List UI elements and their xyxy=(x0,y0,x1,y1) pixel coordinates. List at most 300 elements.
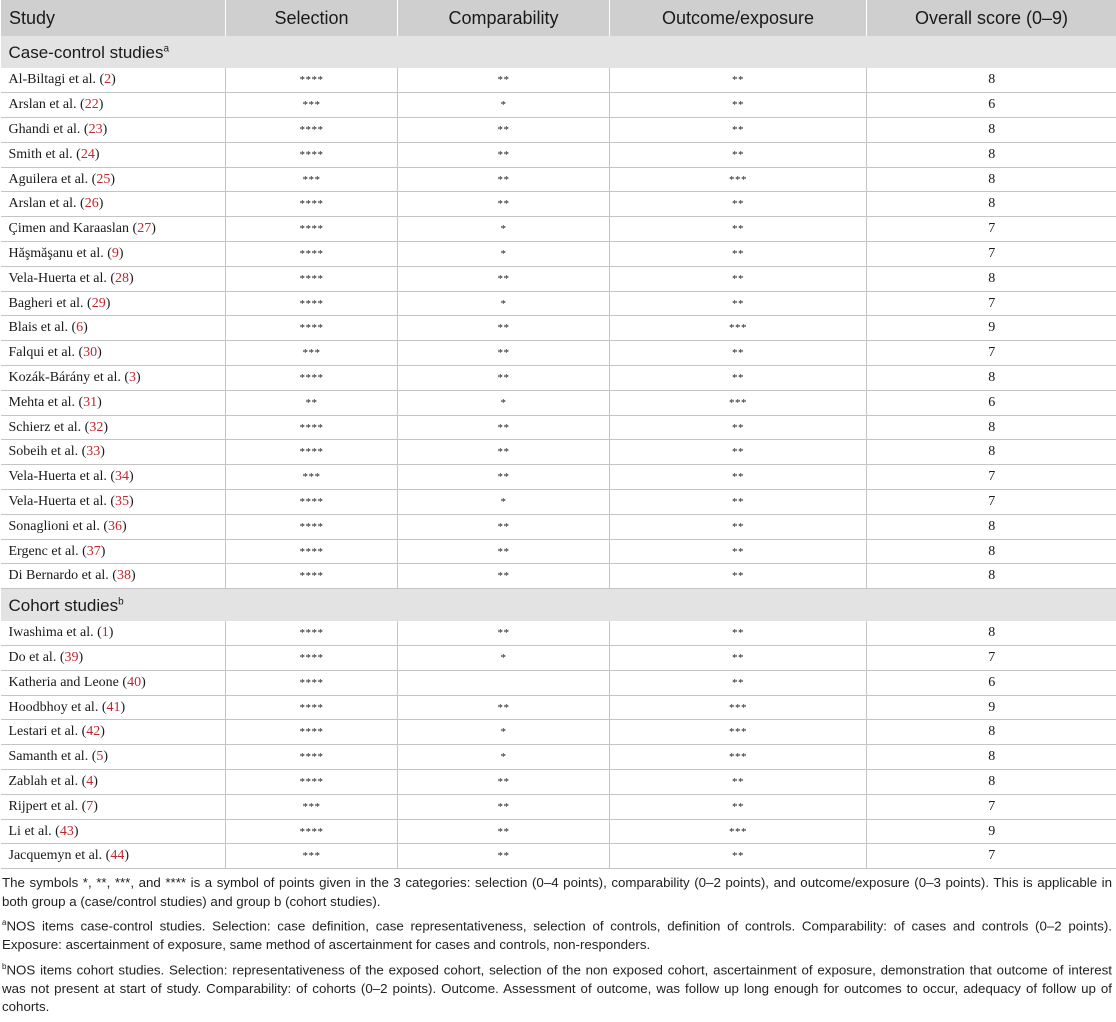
overall-score-cell: 8 xyxy=(867,621,1116,646)
selection-cell: ** xyxy=(226,390,398,415)
reference-close: ) xyxy=(129,469,134,485)
reference-link[interactable]: 27 xyxy=(137,221,152,237)
table-row xyxy=(1,118,1116,143)
study-name: Arslan et al. ( xyxy=(8,196,85,212)
section-title: Case-control studies xyxy=(8,43,164,62)
outcome-exposure-cell: ** xyxy=(610,465,867,490)
study-cell xyxy=(1,142,226,167)
study-name: Katheria and Leone ( xyxy=(8,674,128,690)
study-cell xyxy=(1,118,226,143)
section-row-case-control xyxy=(1,36,1116,68)
comparability-cell: ** xyxy=(398,440,610,465)
reference-link[interactable]: 38 xyxy=(116,568,131,584)
reference-close: ) xyxy=(108,624,114,640)
footnote-mark: b xyxy=(118,596,124,608)
overall-score-cell: 8 xyxy=(867,745,1116,770)
reference-link[interactable]: 1 xyxy=(101,624,109,640)
comparability-cell: * xyxy=(398,720,610,745)
selection-cell: **** xyxy=(226,514,398,539)
study-cell xyxy=(1,621,226,646)
comparability-cell: * xyxy=(398,646,610,671)
table-row xyxy=(1,819,1116,844)
table-row xyxy=(1,93,1116,118)
outcome-exposure-cell: ** xyxy=(610,440,867,465)
study-name: Vela-Huerta et al. ( xyxy=(8,270,115,286)
outcome-exposure-cell: ** xyxy=(610,242,867,267)
header-overall-score: Overall score (0–9) xyxy=(867,0,1116,36)
overall-score-cell: 6 xyxy=(867,93,1116,118)
outcome-exposure-cell: ** xyxy=(610,366,867,391)
outcome-exposure-cell: ** xyxy=(610,646,867,671)
study-name: Sonaglioni et al. ( xyxy=(8,518,109,534)
selection-cell: **** xyxy=(226,291,398,316)
table-row xyxy=(1,646,1116,671)
reference-close: ) xyxy=(122,518,127,534)
comparability-cell: ** xyxy=(398,465,610,490)
reference-link[interactable]: 5 xyxy=(96,749,104,765)
study-cell xyxy=(1,266,226,291)
selection-cell: **** xyxy=(226,646,398,671)
overall-score-cell: 8 xyxy=(867,415,1116,440)
table-row xyxy=(1,242,1116,267)
overall-score-cell: 9 xyxy=(867,316,1116,341)
reference-close: ) xyxy=(111,72,116,88)
table-row xyxy=(1,341,1116,366)
study-cell xyxy=(1,316,226,341)
comparability-cell: ** xyxy=(398,266,610,291)
outcome-exposure-cell: ** xyxy=(610,794,867,819)
comparability-cell: * xyxy=(398,745,610,770)
overall-score-cell: 9 xyxy=(867,819,1116,844)
comparability-cell: ** xyxy=(398,167,610,192)
study-cell xyxy=(1,366,226,391)
reference-close: ) xyxy=(129,493,134,509)
study-cell xyxy=(1,93,226,118)
study-name: Ghandi et al. ( xyxy=(8,121,89,137)
study-name: Hăşmăşanu et al. ( xyxy=(8,245,112,261)
overall-score-cell: 8 xyxy=(867,366,1116,391)
comparability-cell: ** xyxy=(398,192,610,217)
table-row xyxy=(1,415,1116,440)
outcome-exposure-cell: ** xyxy=(610,217,867,242)
overall-score-cell: 8 xyxy=(867,266,1116,291)
table-row xyxy=(1,794,1116,819)
section-row-cohort xyxy=(1,589,1116,621)
overall-score-cell: 7 xyxy=(867,341,1116,366)
outcome-exposure-cell: ** xyxy=(610,539,867,564)
study-cell xyxy=(1,68,226,93)
study-cell xyxy=(1,539,226,564)
outcome-exposure-cell: ** xyxy=(610,68,867,93)
study-cell xyxy=(1,564,226,589)
outcome-exposure-cell: *** xyxy=(610,316,867,341)
reference-close: ) xyxy=(103,749,109,765)
reference-close: ) xyxy=(130,568,136,584)
overall-score-cell: 8 xyxy=(867,167,1116,192)
study-name: Arslan et al. ( xyxy=(8,97,85,113)
table-row xyxy=(1,217,1116,242)
outcome-exposure-cell: *** xyxy=(610,390,867,415)
header-outcome-exposure: Outcome/exposure xyxy=(610,0,867,36)
study-name: Schierz et al. ( xyxy=(8,419,90,435)
reference-close: ) xyxy=(120,699,126,715)
reference-close: ) xyxy=(100,543,106,559)
case-control-group xyxy=(1,36,1116,589)
reference-link[interactable]: 7 xyxy=(86,798,94,814)
reference-close: ) xyxy=(100,724,105,740)
study-name: Li et al. ( xyxy=(8,823,60,839)
table-row xyxy=(1,440,1116,465)
comparability-cell: * xyxy=(398,93,610,118)
outcome-exposure-cell: ** xyxy=(610,490,867,515)
reference-close: ) xyxy=(103,419,109,435)
reference-link[interactable]: 37 xyxy=(86,543,101,559)
table-row xyxy=(1,539,1116,564)
table-row xyxy=(1,142,1116,167)
section-label-cohort xyxy=(1,589,1116,621)
study-cell xyxy=(1,819,226,844)
outcome-exposure-cell: ** xyxy=(610,266,867,291)
table-row xyxy=(1,192,1116,217)
study-name: Ergenc et al. ( xyxy=(8,543,87,559)
reference-link[interactable]: 44 xyxy=(110,848,125,864)
reference-close: ) xyxy=(73,823,79,839)
reference-link[interactable]: 2 xyxy=(104,72,112,88)
reference-link[interactable]: 41 xyxy=(106,699,121,715)
reference-close: ) xyxy=(129,270,134,286)
outcome-exposure-cell: ** xyxy=(610,564,867,589)
comparability-cell: * xyxy=(398,242,610,267)
overall-score-cell: 7 xyxy=(867,490,1116,515)
selection-cell: *** xyxy=(226,794,398,819)
footnote-general: The symbols *, **, ***, and **** is a symbol of points given in the 3 categories: selection (0–4 points), comparability (0–2 points), and outcome/exposure (0–3 points). This is applicable in both group a (case/control studies) and group b (cohort studies). xyxy=(2,875,1112,909)
table-row xyxy=(1,366,1116,391)
comparability-cell: ** xyxy=(398,794,610,819)
reference-close: ) xyxy=(97,345,102,361)
overall-score-cell: 7 xyxy=(867,465,1116,490)
selection-cell: **** xyxy=(226,564,398,589)
overall-score-cell: 8 xyxy=(867,564,1116,589)
comparability-cell: * xyxy=(398,291,610,316)
study-name: Al-Biltagi et al. ( xyxy=(8,72,105,88)
reference-close: ) xyxy=(102,121,108,137)
footnote-a xyxy=(2,914,1112,954)
outcome-exposure-cell: ** xyxy=(610,621,867,646)
selection-cell: **** xyxy=(226,670,398,695)
selection-cell: **** xyxy=(226,539,398,564)
reference-link[interactable]: 26 xyxy=(84,196,99,212)
reference-link[interactable]: 28 xyxy=(115,270,129,286)
comparability-cell: * xyxy=(398,390,610,415)
outcome-exposure-cell: *** xyxy=(610,819,867,844)
study-name: Bagheri et al. ( xyxy=(8,295,92,311)
selection-cell: **** xyxy=(226,366,398,391)
outcome-exposure-cell: *** xyxy=(610,720,867,745)
study-cell xyxy=(1,770,226,795)
comparability-cell: ** xyxy=(398,819,610,844)
selection-cell: *** xyxy=(226,465,398,490)
comparability-cell: ** xyxy=(398,621,610,646)
reference-close: ) xyxy=(105,295,111,311)
overall-score-cell: 8 xyxy=(867,720,1116,745)
selection-cell: **** xyxy=(226,720,398,745)
overall-score-cell: 8 xyxy=(867,192,1116,217)
overall-score-cell: 8 xyxy=(867,118,1116,143)
reference-close: ) xyxy=(93,798,98,814)
comparability-cell: * xyxy=(398,490,610,515)
header-study: Study xyxy=(1,0,226,36)
table-footnotes xyxy=(0,869,1116,1016)
footnote-a-text: NOS items case-control studies. Selection: case definition, case representativeness, selection of controls, definition of controls. Comparability: of cases and controls (0–2 points). Exposure: ascertainment of exposure, same method of ascertainment for cases and controls, non-responders. xyxy=(2,918,1112,953)
study-name: Di Bernardo et al. ( xyxy=(8,568,117,584)
comparability-cell: ** xyxy=(398,514,610,539)
overall-score-cell: 8 xyxy=(867,142,1116,167)
overall-score-cell: 7 xyxy=(867,794,1116,819)
study-name: Samanth et al. ( xyxy=(8,749,97,765)
outcome-exposure-cell: ** xyxy=(610,142,867,167)
overall-score-cell: 7 xyxy=(867,646,1116,671)
reference-close: ) xyxy=(151,221,156,237)
study-cell xyxy=(1,646,226,671)
study-cell xyxy=(1,415,226,440)
reference-link[interactable]: 29 xyxy=(91,295,106,311)
study-name: Iwashima et al. ( xyxy=(8,624,102,640)
cohort-group xyxy=(1,589,1116,869)
comparability-cell: ** xyxy=(398,415,610,440)
reference-link[interactable]: 40 xyxy=(127,674,142,690)
overall-score-cell: 7 xyxy=(867,291,1116,316)
reference-link[interactable]: 4 xyxy=(86,773,94,789)
header-selection: Selection xyxy=(226,0,398,36)
reference-close: ) xyxy=(141,674,146,690)
table-row xyxy=(1,167,1116,192)
comparability-cell: ** xyxy=(398,316,610,341)
overall-score-cell: 7 xyxy=(867,242,1116,267)
header-row xyxy=(1,0,1116,36)
table-row xyxy=(1,266,1116,291)
overall-score-cell: 6 xyxy=(867,390,1116,415)
section-title: Cohort studies xyxy=(8,595,119,615)
table-row xyxy=(1,670,1116,695)
study-cell xyxy=(1,490,226,515)
comparability-cell: ** xyxy=(398,564,610,589)
outcome-exposure-cell: ** xyxy=(610,93,867,118)
selection-cell: **** xyxy=(226,440,398,465)
reference-close: ) xyxy=(97,394,102,410)
reference-close: ) xyxy=(78,649,84,665)
study-cell xyxy=(1,695,226,720)
table-row xyxy=(1,68,1116,93)
reference-close: ) xyxy=(124,848,130,864)
footnote-b xyxy=(2,958,1112,1017)
outcome-exposure-cell: ** xyxy=(610,118,867,143)
footnote-a-mark: a xyxy=(2,918,7,928)
comparability-cell: ** xyxy=(398,539,610,564)
selection-cell: **** xyxy=(226,142,398,167)
table-row xyxy=(1,770,1116,795)
reference-close: ) xyxy=(94,146,100,162)
reference-link[interactable]: 6 xyxy=(76,320,84,336)
reference-close: ) xyxy=(98,97,104,113)
study-name: Mehta et al. ( xyxy=(8,394,84,410)
study-name: Kozák-Bárány et al. ( xyxy=(8,369,129,385)
table-row xyxy=(1,514,1116,539)
study-name: Do et al. ( xyxy=(8,649,65,665)
study-name: Vela-Huerta et al. ( xyxy=(8,493,115,509)
study-cell xyxy=(1,217,226,242)
study-cell xyxy=(1,341,226,366)
reference-link[interactable]: 36 xyxy=(108,518,123,534)
selection-cell: *** xyxy=(226,167,398,192)
study-cell xyxy=(1,844,226,869)
study-name: Vela-Huerta et al. ( xyxy=(8,469,115,485)
selection-cell: **** xyxy=(226,242,398,267)
selection-cell: **** xyxy=(226,695,398,720)
outcome-exposure-cell: *** xyxy=(610,695,867,720)
overall-score-cell: 8 xyxy=(867,539,1116,564)
study-cell xyxy=(1,514,226,539)
table-row xyxy=(1,316,1116,341)
selection-cell: **** xyxy=(226,490,398,515)
overall-score-cell: 8 xyxy=(867,514,1116,539)
table-row xyxy=(1,720,1116,745)
selection-cell: *** xyxy=(226,93,398,118)
study-name: Lestari et al. ( xyxy=(8,724,87,740)
study-name: Rijpert et al. ( xyxy=(8,798,87,814)
study-name: Smith et al. ( xyxy=(8,146,81,162)
reference-close: ) xyxy=(98,196,104,212)
overall-score-cell: 9 xyxy=(867,695,1116,720)
table-row xyxy=(1,291,1116,316)
study-cell xyxy=(1,465,226,490)
outcome-exposure-cell: ** xyxy=(610,341,867,366)
outcome-exposure-cell: ** xyxy=(610,844,867,869)
table-row xyxy=(1,745,1116,770)
reference-close: ) xyxy=(93,773,98,789)
reference-link[interactable]: 42 xyxy=(86,724,101,740)
reference-link[interactable]: 3 xyxy=(129,369,136,385)
reference-close: ) xyxy=(118,245,124,261)
selection-cell: **** xyxy=(226,316,398,341)
selection-cell: **** xyxy=(226,770,398,795)
outcome-exposure-cell: *** xyxy=(610,745,867,770)
study-cell xyxy=(1,291,226,316)
overall-score-cell: 8 xyxy=(867,770,1116,795)
section-label-case-control xyxy=(1,36,1116,68)
reference-link[interactable]: 24 xyxy=(80,146,95,162)
reference-close: ) xyxy=(136,369,141,385)
reference-link[interactable]: 34 xyxy=(115,469,129,485)
table-row xyxy=(1,465,1116,490)
footnote-b-text: NOS items cohort studies. Selection: representativeness of the exposed cohort, selection of the non exposed cohort, ascertainment of exposure, demonstration that outcome of interest was not present at start of study. Comparability: of cohorts (0–2 points). Outcome. Assessment of outcome, was follow up long enough for outcomes to occur, adequacy of follow up of cohorts. xyxy=(2,962,1112,1015)
selection-cell: **** xyxy=(226,415,398,440)
overall-score-cell: 7 xyxy=(867,217,1116,242)
selection-cell: **** xyxy=(226,621,398,646)
selection-cell: **** xyxy=(226,68,398,93)
reference-link[interactable]: 43 xyxy=(59,823,74,839)
reference-link[interactable]: 25 xyxy=(96,171,111,187)
comparability-cell: ** xyxy=(398,695,610,720)
study-cell xyxy=(1,192,226,217)
study-cell xyxy=(1,720,226,745)
selection-cell: **** xyxy=(226,819,398,844)
reference-close: ) xyxy=(83,320,88,336)
study-name: Sobeih et al. ( xyxy=(8,444,87,460)
reference-link[interactable]: 35 xyxy=(115,493,129,509)
study-name: Blais et al. ( xyxy=(8,320,77,336)
outcome-exposure-cell: *** xyxy=(610,167,867,192)
comparability-cell: ** xyxy=(398,142,610,167)
reference-link[interactable]: 22 xyxy=(84,97,99,113)
overall-score-cell: 7 xyxy=(867,844,1116,869)
study-cell xyxy=(1,167,226,192)
study-cell xyxy=(1,440,226,465)
overall-score-cell: 8 xyxy=(867,68,1116,93)
comparability-cell: * xyxy=(398,217,610,242)
outcome-exposure-cell: ** xyxy=(610,770,867,795)
study-name: Falqui et al. ( xyxy=(8,345,84,361)
table-row xyxy=(1,621,1116,646)
study-cell xyxy=(1,670,226,695)
reference-link[interactable]: 30 xyxy=(83,345,98,361)
study-name: Zablah et al. ( xyxy=(8,773,87,789)
outcome-exposure-cell: ** xyxy=(610,291,867,316)
reference-link[interactable]: 31 xyxy=(83,394,98,410)
table-row xyxy=(1,844,1116,869)
reference-link[interactable]: 32 xyxy=(89,419,104,435)
reference-link[interactable]: 33 xyxy=(86,444,101,460)
outcome-exposure-cell: ** xyxy=(610,192,867,217)
selection-cell: **** xyxy=(226,217,398,242)
table-row xyxy=(1,695,1116,720)
study-cell xyxy=(1,745,226,770)
reference-close: ) xyxy=(100,444,105,460)
outcome-exposure-cell: ** xyxy=(610,514,867,539)
selection-cell: **** xyxy=(226,266,398,291)
selection-cell: *** xyxy=(226,844,398,869)
comparability-cell: ** xyxy=(398,68,610,93)
reference-link[interactable]: 39 xyxy=(64,649,79,665)
outcome-exposure-cell: ** xyxy=(610,670,867,695)
study-name: Aguilera et al. ( xyxy=(8,171,97,187)
study-cell xyxy=(1,242,226,267)
table-row xyxy=(1,490,1116,515)
study-name: Çimen and Karaaslan ( xyxy=(8,221,138,237)
table-row xyxy=(1,564,1116,589)
study-name: Jacquemyn et al. ( xyxy=(8,848,111,864)
overall-score-cell: 6 xyxy=(867,670,1116,695)
selection-cell: **** xyxy=(226,745,398,770)
reference-link[interactable]: 23 xyxy=(88,121,103,137)
outcome-exposure-cell: ** xyxy=(610,415,867,440)
comparability-cell: ** xyxy=(398,770,610,795)
comparability-cell: ** xyxy=(398,844,610,869)
study-cell xyxy=(1,390,226,415)
comparability-cell: ** xyxy=(398,366,610,391)
comparability-cell: ** xyxy=(398,118,610,143)
overall-score-cell: 8 xyxy=(867,440,1116,465)
header-comparability: Comparability xyxy=(398,0,610,36)
reference-close: ) xyxy=(110,171,116,187)
reference-link[interactable]: 9 xyxy=(111,245,119,261)
selection-cell: **** xyxy=(226,192,398,217)
selection-cell: **** xyxy=(226,118,398,143)
study-cell xyxy=(1,794,226,819)
comparability-cell xyxy=(398,670,610,695)
table-row xyxy=(1,390,1116,415)
comparability-cell: ** xyxy=(398,341,610,366)
footnote-b-mark: b xyxy=(2,961,7,971)
